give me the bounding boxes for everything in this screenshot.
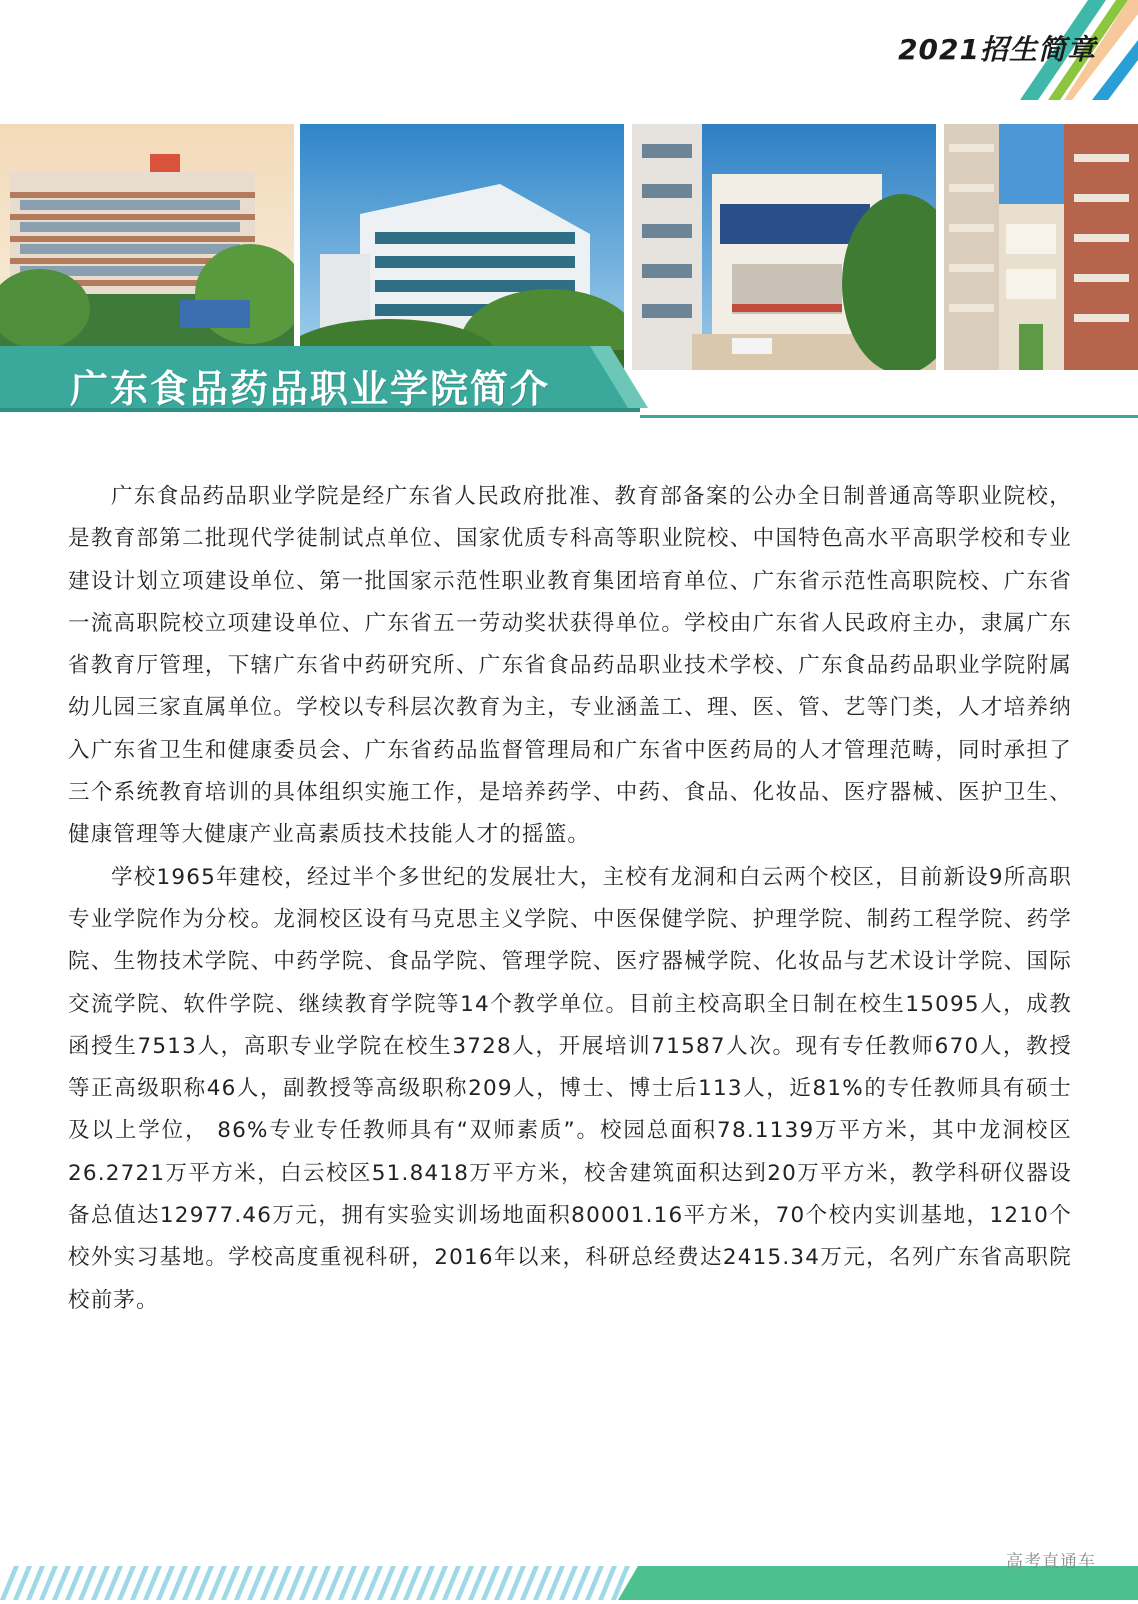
campus-building-photo-1	[0, 124, 294, 370]
title-banner	[0, 346, 1138, 426]
brochure-year-title: 2021招生简章	[898, 33, 1096, 66]
paragraph-intro: 广东食品药品职业学院是经广东省人民政府批准、教育部备案的公办全日制普通高等职业院校，是教育部第二批现代学徒制试点单位、国家优质专科高等职业院校、中国特色高水平高职学校和专业建设计划立项建设单位、第一批国家示范性职业教育集团培育单位、广东省示范性高职院校、广东省一流高职院校立项建设单位、广东省五一劳动奖状获得单位。学校由广东省人民政府主办，隶属广东省教育厅管理，下辖广东省中药研究所、广东省食品药品职业技术学校、广东食品药品职业学院附属幼儿园三家直属单位。学校以专科层次教育为主，专业涵盖工、理、医、管、艺等门类，人才培养纳入广东省卫生和健康委员会、广东省药品监督管理局和广东省中医药局的人才管理范畴，同时承担了三个系统教育培训的具体组织实施工作，是培养药学、中药、食品、化妆品、医疗器械、医护卫生、健康管理等大健康产业高素质技术技能人才的摇篮。	[68, 484, 1072, 848]
campus-building-photo-2	[300, 124, 624, 370]
page-title: 广东食品药品职业学院简介	[70, 367, 551, 411]
campus-photo-strip	[0, 124, 1138, 370]
library-building-photo	[632, 124, 936, 370]
courtyard-photo	[944, 124, 1138, 370]
intro-body	[68, 476, 1072, 1322]
paragraph-history: 学校1965年建校，经过半个多世纪的发展壮大，主校有龙洞和白云两个校区，目前新设9所高职专业学院作为分校。龙洞校区设有马克思主义学院、中医保健学院、护理学院、制药工程学院、药学院、生物技术学院、中药学院、食品学院、管理学院、医疗器械学院、化妆品与艺术设计学院、国际交流学院、软件学院、继续教育学院等14个教学单位。目前主校高职全日制在校生15095人，成教函授生7513人，高职专业学院在校生3728人，开展培训71587人次。现有专任教师670人，教授等正高级职称46人，副教授等高级职称209人，博士、博士后113人，近81%的专任教师具有硕士及以上学位， 86%专业专任教师具有“双师素质”。校园总面积78.1139万平方米，其中龙洞校区26.2721万平方米，白云校区51.8418万平方米，校舍建筑面积达到20万平方米，教学科研仪器设备总值达12977.46万元，拥有实验实训场地面积80001.16平方米，70个校内实训基地，1210个校外实习基地。学校高度重视科研，2016年以来，科研总经费达2415.34万元，名列广东省高职院校前茅。	[68, 864, 1072, 1313]
watermark-text: 高考直通车	[1006, 1552, 1096, 1572]
